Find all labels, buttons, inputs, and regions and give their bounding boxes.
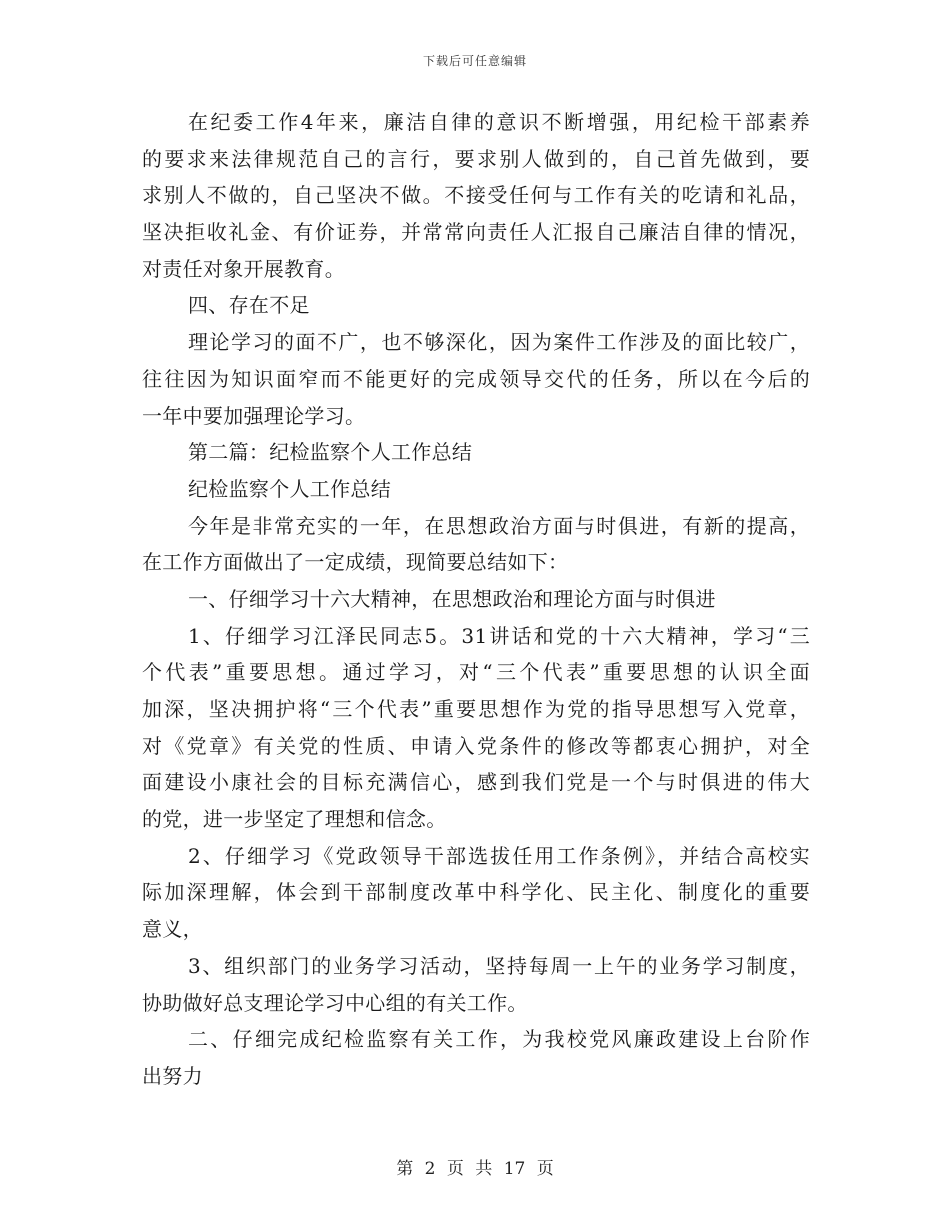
- paragraph-line: 纪检监察个人工作总结: [188, 476, 391, 501]
- paragraph-line: 出努力: [142, 1063, 203, 1088]
- paragraph-line: 理论学习的面不广，也不够深化，因为案件工作涉及的面比较广，: [188, 330, 810, 355]
- paragraph-line: 面建设小康社会的目标充满信心，感到我们党是一个与时俱进的伟大: [142, 770, 810, 795]
- paragraph-line: 一年中要加强理论学习。: [142, 403, 366, 428]
- paragraph-line: 加深，坚决拥护将“三个代表”重要思想作为党的指导思想写入党章，: [142, 697, 810, 721]
- paragraph-line: 3、组织部门的业务学习活动，坚持每周一上午的业务学习制度，: [188, 953, 810, 978]
- paragraph-line: 在纪委工作4年来，廉洁自律的意识不断增强，用纪检干部素养: [188, 110, 810, 134]
- paragraph-line: 四、存在不足: [188, 293, 310, 318]
- paragraph-line: 坚决拒收礼金、有价证券，并常常向责任人汇报自己廉洁自律的情况，: [142, 220, 810, 245]
- paragraph-line: 的党，进一步坚定了理想和信念。: [142, 807, 447, 832]
- paragraph-line: 对《党章》有关党的性质、申请入党条件的修改等都衷心拥护，对全: [142, 733, 810, 758]
- paragraph-line: 2、仔细学习《党政领导干部选拔任用工作条例》，并结合高校实: [188, 843, 810, 868]
- paragraph-line: 的要求来法律规范自己的言行，要求别人做到的，自己首先做到，要: [142, 146, 810, 171]
- paragraph-line: 二、仔细完成纪检监察有关工作，为我校党风廉政建设上台阶作: [188, 1027, 810, 1052]
- paragraph-line: 协助做好总支理论学习中心组的有关工作。: [142, 990, 528, 1015]
- paragraph-line: 一、仔细学习十六大精神，在思想政治和理论方面与时俱进: [188, 586, 716, 611]
- paragraph-line: 个代表”重要思想。通过学习，对“三个代表”重要思想的认识全面: [142, 660, 810, 685]
- paragraph-line: 1、仔细学习江泽民同志5。31讲话和党的十六大精神，学习“三: [188, 623, 810, 648]
- paragraph-line: 第二篇：纪检监察个人工作总结: [188, 440, 473, 465]
- paragraph-line: 对责任对象开展教育。: [142, 256, 345, 281]
- paragraph-line: 往往因为知识面窄而不能更好的完成领导交代的任务，所以在今后的: [142, 366, 810, 391]
- page-header: 下载后可任意编辑: [422, 54, 527, 68]
- page-number-footer: 第 2 页 共 17 页: [396, 1159, 554, 1179]
- paragraph-line: 今年是非常充实的一年，在思想政治方面与时俱进，有新的提高，: [188, 513, 810, 538]
- paragraph-line: 际加深理解，体会到干部制度改革中科学化、民主化、制度化的重要: [142, 880, 810, 905]
- paragraph-line: 在工作方面做出了一定成绩，现简要总结如下：: [142, 550, 569, 575]
- document-body: [142, 104, 810, 1095]
- paragraph-line: 求别人不做的，自己坚决不做。不接受任何与工作有关的吃请和礼品，: [142, 183, 810, 208]
- paragraph-line: 意义，: [142, 917, 203, 942]
